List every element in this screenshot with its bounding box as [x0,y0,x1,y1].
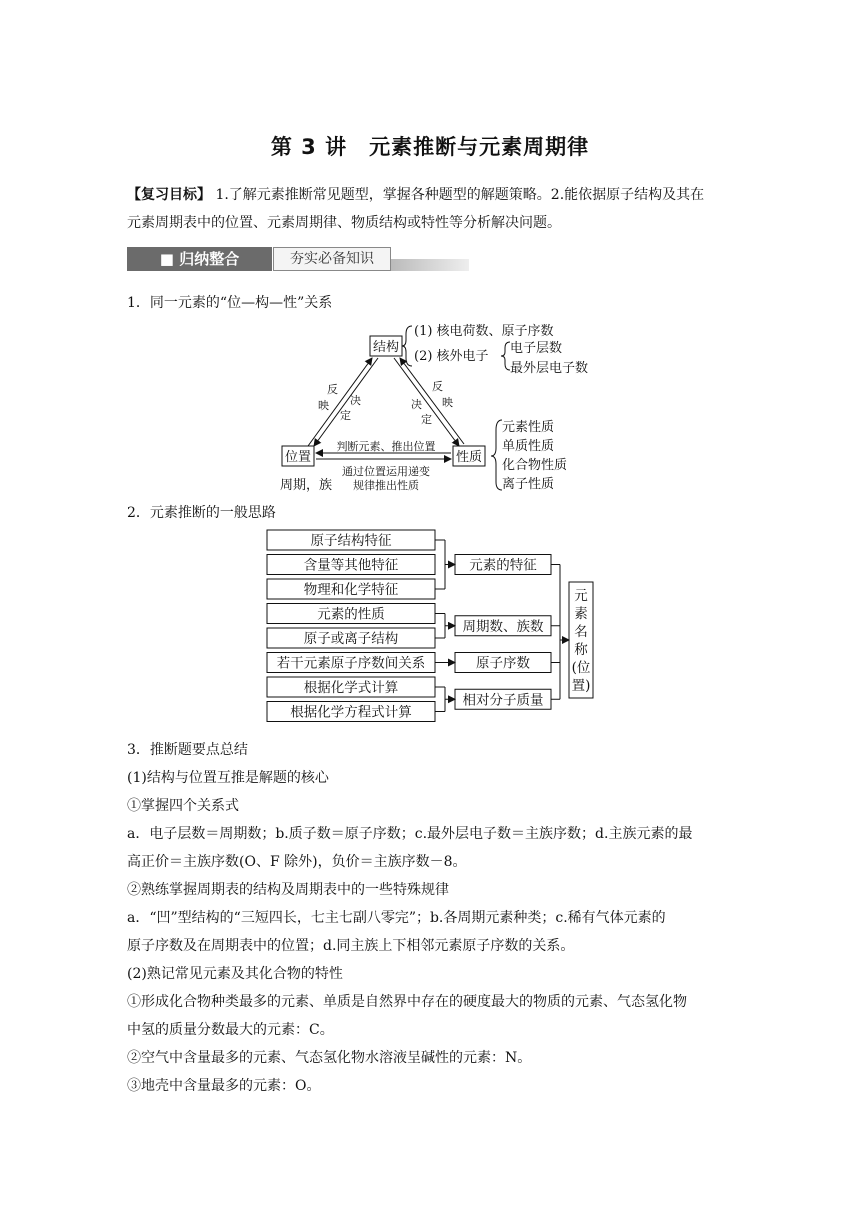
result-char: 称 [574,642,588,658]
goals-text-2: 元素周期表中的位置、元素周期律、物质结构或特性等分析解决问题。 [127,215,561,231]
middle-label: 元素的特征 [469,557,537,574]
summary-line: (2)熟记常见元素及其化合物的特性 [127,966,343,982]
section2-heading: 2．元素推断的一般思路 [127,505,276,521]
goals-label: 【复习目标】 [127,187,211,203]
input-label: 含量等其他特征 [303,557,399,574]
position-node: 位置 [284,450,312,465]
middle-label: 相对分子质量 [462,692,544,709]
input-label: 元素的性质 [317,606,385,623]
bottom-low-label-1: 通过位置运用递变 [342,465,430,478]
middle-label: 周期数、族数 [462,618,544,635]
right-reflect-1: 反 [432,380,443,393]
banner-left: ■ 归纳整合 [127,247,272,271]
position-structure-property-diagram [270,318,600,498]
left-reflect-2: 映 [318,399,329,412]
electron-item-2: 最外层电子数 [510,361,589,376]
section-banner [127,245,469,273]
summary-line: 原子序数及在周期表中的位置；d.同主族上下相邻元素原子序数的关系。 [127,938,575,954]
structure-brace [402,326,412,366]
result-char: 元 [574,588,588,604]
section3 [127,736,737,1100]
property-item-1: 元素性质 [502,420,555,435]
electron-item-1: 电子层数 [510,341,563,356]
result-char: 置) [571,678,591,694]
position-note: 周期，族 [280,478,333,493]
summary-line: ①形成化合物种类最多的元素、单质是自然界中存在的硬度最大的物质的元素、气态氢化物 [127,994,687,1010]
left-decide-1: 决 [350,394,361,407]
property-brace [491,420,502,490]
inference-flow-diagram [265,528,595,728]
input-label: 原子结构特征 [310,533,392,549]
summary-line: ①掌握四个关系式 [127,798,239,814]
left-reflect-1: 反 [327,383,338,396]
structure-node: 结构 [372,340,400,355]
left-decide-2: 定 [340,409,351,422]
bottom-top-label: 判断元素、推出位置 [336,440,436,453]
summary-line: a．“凹”型结构的“三短四长，七主七副八零完”；b.各周期元素种类；c.稀有气体元素的 [127,910,666,926]
summary-line: a．电子层数＝周期数；b.质子数＝原子序数；c.最外层电子数＝主族序数；d.主族元素的最 [127,826,693,842]
right-reflect-2: 映 [442,396,453,409]
goals-text-1: 1.了解元素推断常见题型，掌握各种题型的解题策略。2.能依据原子结构及其在 [211,187,705,203]
bottom-low-label-2: 规律推出性质 [353,479,419,492]
property-node: 性质 [455,450,483,465]
structure-item-1: (1) 核电荷数、原子序数 [414,324,554,339]
property-item-2: 单质性质 [502,439,555,454]
middle-label: 原子序数 [476,655,530,672]
summary-line: 高正价＝主族序数(O、F 除外)，负价＝主族序数－8。 [127,854,467,870]
input-label: 若干元素原子序数间关系 [276,655,426,672]
banner-right: 夯实必备知识 [273,247,391,271]
result-char: 名 [574,624,588,640]
summary-line: ②熟练掌握周期表的结构及周期表中的一些特殊规律 [127,882,449,898]
result-char: 素 [574,606,588,622]
right-decide-1: 决 [411,398,422,411]
property-item-4: 离子性质 [502,477,555,492]
right-decide-2: 定 [421,413,432,426]
electron-brace [501,342,510,370]
input-label: 根据化学方程式计算 [290,704,412,721]
summary-line: (1)结构与位置互推是解题的核心 [127,770,329,786]
section3-heading: 3．推断题要点总结 [127,742,248,758]
structure-item-2: (2) 核外电子 [414,349,489,364]
input-label: 根据化学式计算 [303,680,399,696]
page-title: 第 3 讲 元素推断与元素周期律 [270,135,590,159]
banner-fade [391,259,469,271]
input-label: 物理和化学特征 [303,582,399,598]
arrow-property-to-structure [400,358,464,444]
summary-line: ②空气中含量最多的元素、气态氢化物水溶液呈碱性的元素：N。 [127,1050,532,1066]
result-char: (位 [571,660,591,676]
property-item-3: 化合物性质 [502,458,568,473]
section1-heading: 1．同一元素的“位—构—性”关系 [127,295,333,311]
summary-line: ③地壳中含量最多的元素：O。 [127,1078,321,1094]
review-goals [127,181,737,237]
input-label: 原子或离子结构 [303,631,399,647]
summary-line: 中氢的质量分数最大的元素：C。 [127,1022,334,1038]
